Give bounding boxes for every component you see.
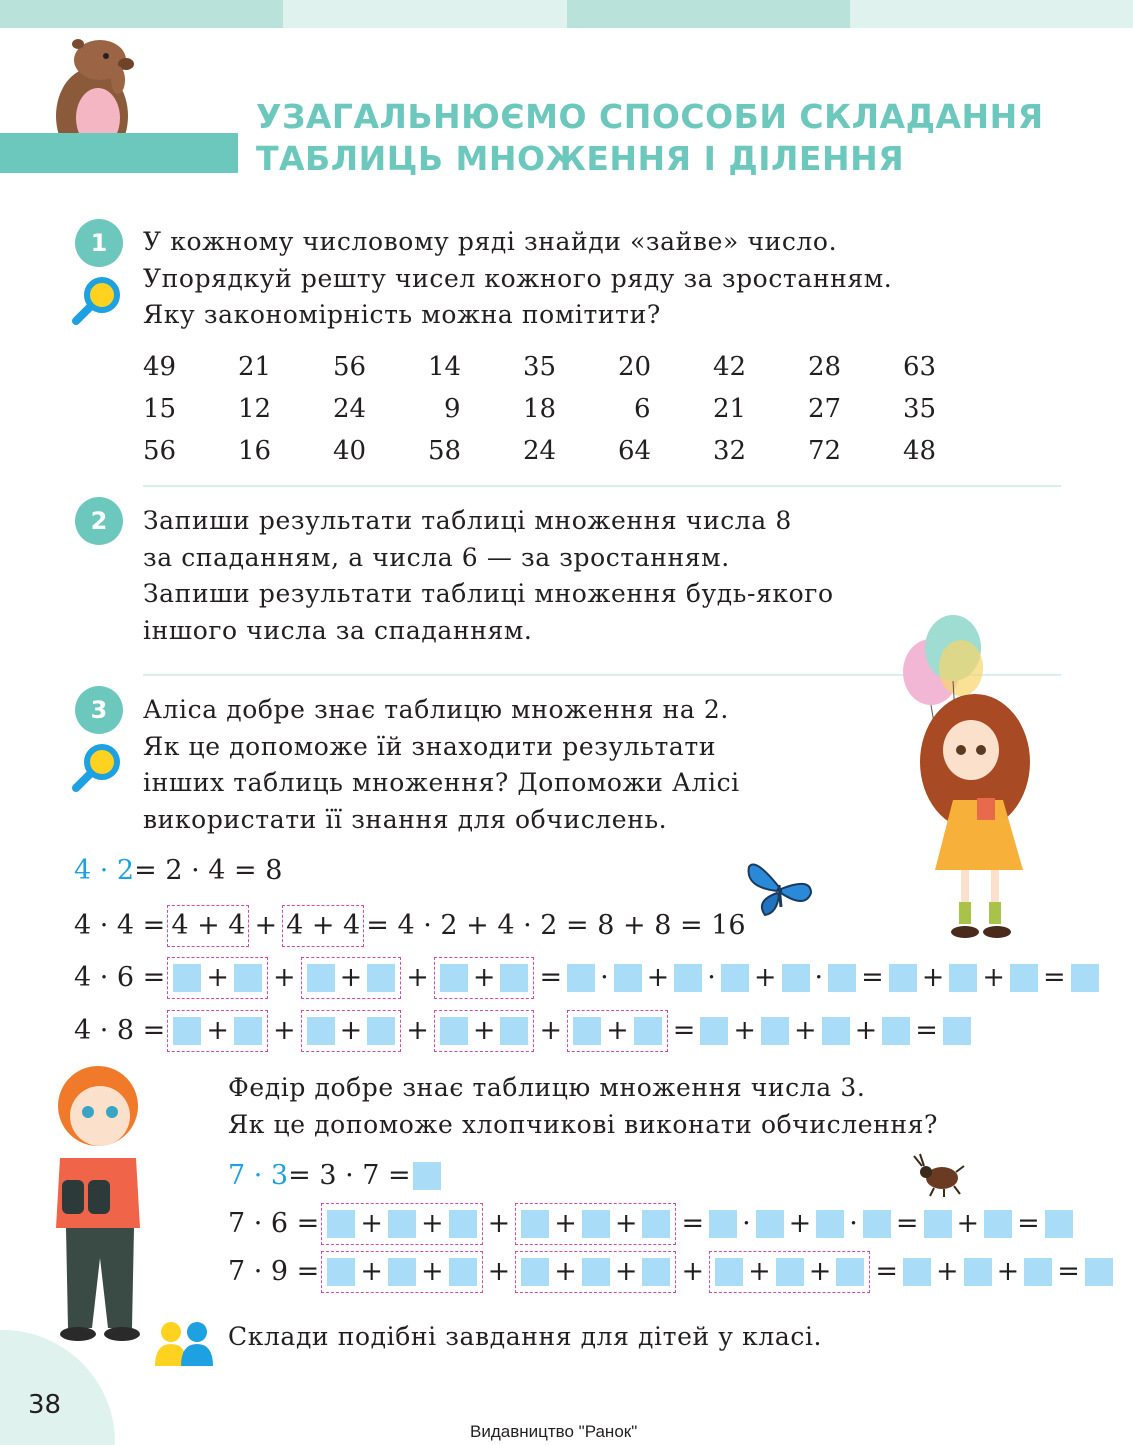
task-3-badge xyxy=(75,686,123,734)
eq4-start: 4 · 8 = xyxy=(74,1015,166,1046)
task-1-line-1: У кожному числовому ряді знайди «зайве» число. xyxy=(143,227,838,256)
answer-box[interactable] xyxy=(1045,1210,1073,1238)
eq6-group-1: + + xyxy=(321,1203,482,1245)
beetle-illustration xyxy=(912,1152,967,1197)
answer-box[interactable] xyxy=(761,1017,789,1045)
task-1-line-2: Упорядкуй решту чисел кожного ряду за зростанням. xyxy=(143,263,893,293)
number-cell: 63 xyxy=(903,352,937,382)
number-cell: 56 xyxy=(333,352,367,382)
eq6-group-2: + + xyxy=(515,1203,676,1245)
answer-box[interactable] xyxy=(388,1210,416,1238)
answer-box[interactable] xyxy=(700,1017,728,1045)
answer-box[interactable] xyxy=(924,1210,952,1238)
answer-box[interactable] xyxy=(614,964,642,992)
footer-task xyxy=(228,1319,822,1356)
number-cell: 12 xyxy=(238,394,272,424)
task-2-badge xyxy=(75,497,123,545)
equation-4x4 xyxy=(74,905,746,947)
number-cell: 35 xyxy=(523,352,557,382)
girl-with-balloons-illustration xyxy=(895,612,1065,947)
task-1-text xyxy=(143,224,892,334)
answer-box[interactable] xyxy=(949,964,977,992)
number-cell: 6 xyxy=(634,394,651,424)
equation-7x6: 7 · 6 = + + + + + = · + · = + = xyxy=(228,1203,1075,1245)
task-2-number: 2 xyxy=(90,507,108,535)
equation-4x8: 4 · 8 = + + + + + + + = + + + = xyxy=(74,1010,973,1052)
eq4-group-1: + xyxy=(167,1010,268,1052)
divider-1 xyxy=(143,485,1061,487)
answer-box[interactable] xyxy=(889,964,917,992)
publisher-label: Видавництво "Ранок" xyxy=(470,1422,638,1441)
answer-box[interactable] xyxy=(567,964,595,992)
title-line-2: ТАБЛИЦЬ МНОЖЕННЯ І ДІЛЕННЯ xyxy=(256,139,905,178)
top-color-bar xyxy=(0,0,1133,28)
eq2-group-1 xyxy=(167,905,249,947)
answer-box[interactable] xyxy=(413,1162,441,1190)
eq3-group-1: + xyxy=(167,957,268,999)
number-cell: 27 xyxy=(808,394,842,424)
answer-box[interactable] xyxy=(582,1210,610,1238)
equation-7x9: 7 · 9 = + + + + + + + + = + + = xyxy=(228,1251,1115,1293)
answer-box[interactable] xyxy=(367,964,395,992)
equation-4x2 xyxy=(74,853,282,889)
answer-box[interactable] xyxy=(822,1017,850,1045)
answer-box[interactable] xyxy=(307,964,335,992)
answer-box[interactable] xyxy=(307,1017,335,1045)
answer-box[interactable] xyxy=(1024,1258,1052,1286)
answer-box[interactable] xyxy=(500,964,528,992)
footer-task-text: Склади подібні завдання для дітей у класі. xyxy=(228,1322,823,1351)
butterfly-illustration xyxy=(745,857,815,922)
task-2-line-3: Запиши результати таблиці множення будь-якого xyxy=(143,579,834,608)
eq7-group-2: + + xyxy=(515,1251,676,1293)
number-cell: 40 xyxy=(333,436,367,466)
answer-box[interactable] xyxy=(173,1017,201,1045)
eq3-group-2: + xyxy=(301,957,402,999)
task-3-line-3: інших таблиць множення? Допоможи Алісі xyxy=(143,768,740,797)
number-cell: 21 xyxy=(238,352,272,382)
eq1-rest: = 2 · 4 = 8 xyxy=(134,855,283,886)
number-cell: 24 xyxy=(523,436,557,466)
number-cell: 14 xyxy=(428,352,462,382)
task-3-line-2: Як це допоможе їй знаходити результати xyxy=(143,731,717,761)
number-cell: 32 xyxy=(713,436,747,466)
number-cell: 16 xyxy=(238,436,272,466)
answer-box[interactable] xyxy=(634,1017,662,1045)
number-rows xyxy=(143,346,998,472)
boy-with-binoculars-illustration xyxy=(38,1058,158,1348)
fedir-text xyxy=(228,1070,938,1143)
answer-box[interactable] xyxy=(674,964,702,992)
answer-box[interactable] xyxy=(964,1258,992,1286)
answer-box[interactable] xyxy=(943,1017,971,1045)
answer-box[interactable] xyxy=(440,1017,468,1045)
answer-box[interactable] xyxy=(449,1210,477,1238)
fedir-line-1: Федір добре знає таблицю множення числа 3. xyxy=(228,1073,866,1102)
equation-4x6: 4 · 6 = + + + + + = · + · + · = + + = xyxy=(74,957,1101,999)
title-line-1: УЗАГАЛЬНЮЄМО СПОСОБИ СКЛАДАННЯ xyxy=(256,97,1044,136)
number-cell: 9 xyxy=(444,394,461,424)
number-cell: 49 xyxy=(143,352,177,382)
task-3-text xyxy=(143,692,740,838)
number-cell: 56 xyxy=(143,436,177,466)
eq2-start: 4 · 4 = xyxy=(74,910,166,941)
page-number: 38 xyxy=(28,1390,62,1420)
eq4-group-4: + xyxy=(567,1010,668,1052)
answer-box[interactable] xyxy=(828,964,856,992)
eq2-group-1-text: 4 + 4 xyxy=(171,910,246,941)
answer-box[interactable] xyxy=(173,964,201,992)
answer-box[interactable] xyxy=(327,1258,355,1286)
eq2-group-2-text: 4 + 4 xyxy=(286,910,361,941)
task-1-line-3: Яку закономірність можна помітити? xyxy=(143,300,661,329)
number-row xyxy=(143,430,998,472)
answer-box[interactable] xyxy=(816,1210,844,1238)
eq2-plus: + xyxy=(254,910,278,941)
answer-box[interactable] xyxy=(573,1017,601,1045)
task-2-line-2: за спаданням, а числа 6 — за зростанням. xyxy=(143,542,730,572)
eq6-start: 7 · 6 = xyxy=(228,1208,320,1239)
answer-box[interactable] xyxy=(836,1258,864,1286)
answer-box[interactable] xyxy=(709,1210,737,1238)
eq3-start: 4 · 6 = xyxy=(74,962,166,993)
number-row xyxy=(143,346,998,388)
eq5-rest: = 3 · 7 = xyxy=(288,1160,411,1191)
number-cell: 48 xyxy=(903,436,937,466)
answer-box[interactable] xyxy=(715,1258,743,1286)
answer-box[interactable] xyxy=(782,964,810,992)
number-cell: 18 xyxy=(523,394,557,424)
eq2-group-2 xyxy=(282,905,364,947)
eq1-highlight: 4 · 2 xyxy=(74,855,135,886)
pair-work-icon xyxy=(153,1320,217,1368)
eq2-rest: = 4 · 2 + 4 · 2 = 8 + 8 = 16 xyxy=(366,910,746,941)
answer-box[interactable] xyxy=(388,1258,416,1286)
number-cell: 15 xyxy=(143,394,177,424)
number-cell: 21 xyxy=(713,394,747,424)
answer-box[interactable] xyxy=(882,1017,910,1045)
answer-box[interactable] xyxy=(863,1210,891,1238)
eq4-group-2: + xyxy=(301,1010,402,1052)
answer-box[interactable] xyxy=(642,1210,670,1238)
eq7-group-3: + + xyxy=(709,1251,870,1293)
answer-box[interactable] xyxy=(500,1017,528,1045)
eq4-group-3: + xyxy=(434,1010,535,1052)
answer-box[interactable] xyxy=(449,1258,477,1286)
task-2-line-4: іншого числа за спаданням. xyxy=(143,615,533,645)
answer-box[interactable] xyxy=(521,1258,549,1286)
eq3-group-3: + xyxy=(434,957,535,999)
magnifier-icon xyxy=(70,275,124,327)
answer-box[interactable] xyxy=(582,1258,610,1286)
task-2-line-1: Запиши результати таблиці множення числа 8 xyxy=(143,506,792,535)
answer-box[interactable] xyxy=(984,1210,1012,1238)
answer-box[interactable] xyxy=(327,1210,355,1238)
eq7-group-1: + + xyxy=(321,1251,482,1293)
task-2-text xyxy=(143,503,834,649)
task-3-line-4: використати її знання для обчислень. xyxy=(143,804,668,834)
number-cell: 42 xyxy=(713,352,747,382)
task-3-number: 3 xyxy=(90,696,108,724)
title-band xyxy=(0,133,238,173)
answer-box[interactable] xyxy=(903,1258,931,1286)
answer-box[interactable] xyxy=(234,964,262,992)
magnifier-icon-2 xyxy=(70,742,124,794)
number-cell: 28 xyxy=(808,352,842,382)
answer-box[interactable] xyxy=(1071,964,1099,992)
answer-box[interactable] xyxy=(776,1258,804,1286)
answer-box[interactable] xyxy=(642,1258,670,1286)
answer-box[interactable] xyxy=(1085,1258,1113,1286)
number-row xyxy=(143,388,998,430)
answer-box[interactable] xyxy=(721,964,749,992)
answer-box[interactable] xyxy=(367,1017,395,1045)
task-3-line-1: Аліса добре знає таблицю множення на 2. xyxy=(143,695,729,724)
number-cell: 64 xyxy=(618,436,652,466)
task-1-number: 1 xyxy=(90,229,108,257)
answer-box[interactable] xyxy=(756,1210,784,1238)
task-1-badge xyxy=(75,219,123,267)
number-cell: 72 xyxy=(808,436,842,466)
fedir-line-2: Як це допоможе хлопчикові виконати обчислення? xyxy=(228,1109,939,1139)
answer-box[interactable] xyxy=(521,1210,549,1238)
equation-7x3 xyxy=(228,1158,443,1194)
number-cell: 35 xyxy=(903,394,937,424)
answer-box[interactable] xyxy=(1010,964,1038,992)
answer-box[interactable] xyxy=(440,964,468,992)
eq7-start: 7 · 9 = xyxy=(228,1256,320,1287)
number-cell: 24 xyxy=(333,394,367,424)
number-cell: 58 xyxy=(428,436,462,466)
page-title xyxy=(256,96,1044,180)
number-cell: 20 xyxy=(618,352,652,382)
answer-box[interactable] xyxy=(234,1017,262,1045)
eq5-highlight: 7 · 3 xyxy=(228,1160,289,1191)
